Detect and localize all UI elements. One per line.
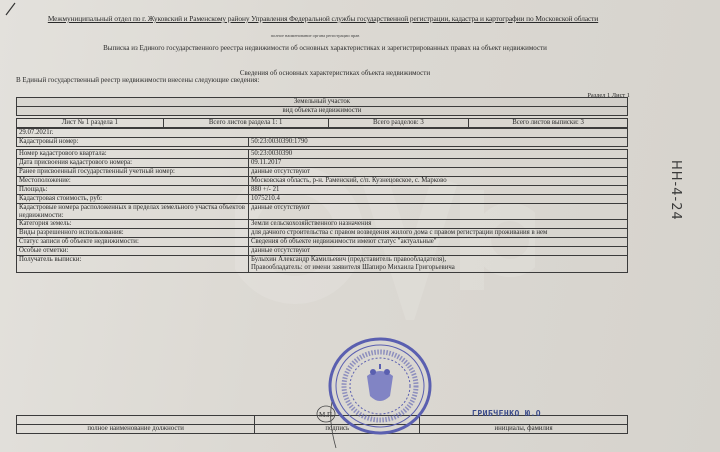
land-category: Земли сельскохозяйственного назначения	[249, 220, 628, 229]
recipient-value	[249, 256, 628, 273]
record-status: Сведения об объекте недвижимости имеют статус "актуальные"	[249, 238, 628, 247]
location-value: Московская область, р-н. Раменский, с/п. Кузнецовское, с. Марково	[249, 177, 628, 186]
row-label: Получатель выписки:	[17, 256, 249, 273]
position-caption: полное наименование должности	[17, 425, 255, 434]
row-label: Площадь:	[17, 186, 249, 195]
total-sheets-section: Всего листов раздела 1: 1	[163, 119, 328, 128]
total-sheets-extract: Всего листов выписки: 3	[469, 119, 628, 128]
signer-name-stamp: ГРИБЧЕНКО Ю.О	[472, 409, 542, 418]
section-intro: В Единый государственный реестр недвижимости внесены следующие сведения:	[16, 76, 260, 84]
table-row	[17, 168, 628, 177]
row-label: Виды разрешенного использования:	[17, 229, 249, 238]
row-value: 50:23:0030390	[249, 150, 628, 159]
issuing-organization: Межмуниципальный отдел по г. Жуковский и Раменскому району Управления Федеральной службы государственной регистрации, кадастра и картографии по Московской области	[47, 14, 599, 23]
name-caption: инициалы, фамилия	[420, 425, 628, 434]
recipient-line-2: Правообладатель: от имени заявителя Шапиро Михаила Григорьевича	[251, 264, 455, 271]
row-label: Кадастровая стоимость, руб:	[17, 195, 249, 204]
total-sections: Всего разделов: 3	[328, 119, 469, 128]
permitted-use: для дачного строительства с правом возведения жилого дома с правом регистрации проживания в нем	[249, 229, 628, 238]
row-value: 09.11.2017	[249, 159, 628, 168]
table-row	[17, 150, 628, 159]
row-label: Кадастровый номер:	[17, 138, 249, 147]
table-row	[17, 256, 628, 273]
row-label: Статус записи об объекте недвижимости:	[17, 238, 249, 247]
signature-caption: подпись	[255, 425, 420, 434]
page-reference: Раздел 1 Лист 1	[587, 92, 630, 99]
table-row	[17, 204, 628, 220]
row-label: Дата присвоения кадастрового номера:	[17, 159, 249, 168]
row-value: данные отсутствуют	[249, 247, 628, 256]
row-label: Ранее присвоенный государственный учетный номер:	[17, 168, 249, 177]
row-value: данные отсутствуют	[249, 204, 628, 220]
sheet-number: Лист № 1 раздела 1	[17, 119, 164, 128]
extract-date: 29.07.2021г.	[17, 129, 628, 138]
cadastral-number: 50:23:0030390:1790	[249, 138, 628, 147]
document-title: Выписка из Единого государственного реестра недвижимости об основных характеристиках и зарегистрированных правах на объект недвижимости	[103, 44, 547, 52]
row-label: Номер кадастрового квартала:	[17, 150, 249, 159]
table-row	[17, 186, 628, 195]
object-type-caption: вид объекта недвижимости	[17, 107, 628, 116]
table-row	[17, 247, 628, 256]
area-value: 880 +/- 21	[249, 186, 628, 195]
object-type: Земельный участок	[17, 98, 628, 107]
property-details-table	[16, 128, 628, 273]
row-value: данные отсутствуют	[249, 168, 628, 177]
pen-mark-icon	[4, 2, 18, 16]
table-row	[17, 177, 628, 186]
table-row	[17, 195, 628, 204]
cadastral-value: 1075210.4	[249, 195, 628, 204]
sheet-info-table	[16, 118, 628, 128]
table-row	[17, 229, 628, 238]
row-label: Местоположение:	[17, 177, 249, 186]
table-row	[17, 138, 628, 147]
organization-caption: полное наименование органа регистрации прав	[270, 33, 360, 38]
handwritten-note: НН-4-24	[668, 160, 683, 221]
object-type-table	[16, 97, 628, 116]
position-cell	[17, 416, 255, 425]
row-label: Кадастровые номера расположенных в пределах земельного участка объектов недвижимости:	[17, 204, 249, 220]
recipient-line-1: Булыхин Александр Камильевич (представитель правообладателя),	[251, 256, 447, 263]
table-row	[17, 159, 628, 168]
section-title: Сведения об основных характеристиках объекта недвижимости	[239, 69, 431, 77]
row-label: Особые отметки:	[17, 247, 249, 256]
mp-label: М.П.	[319, 411, 334, 419]
signature-scribble-icon	[314, 400, 344, 450]
row-label: Категория земель:	[17, 220, 249, 229]
table-row	[17, 238, 628, 247]
table-row	[17, 220, 628, 229]
